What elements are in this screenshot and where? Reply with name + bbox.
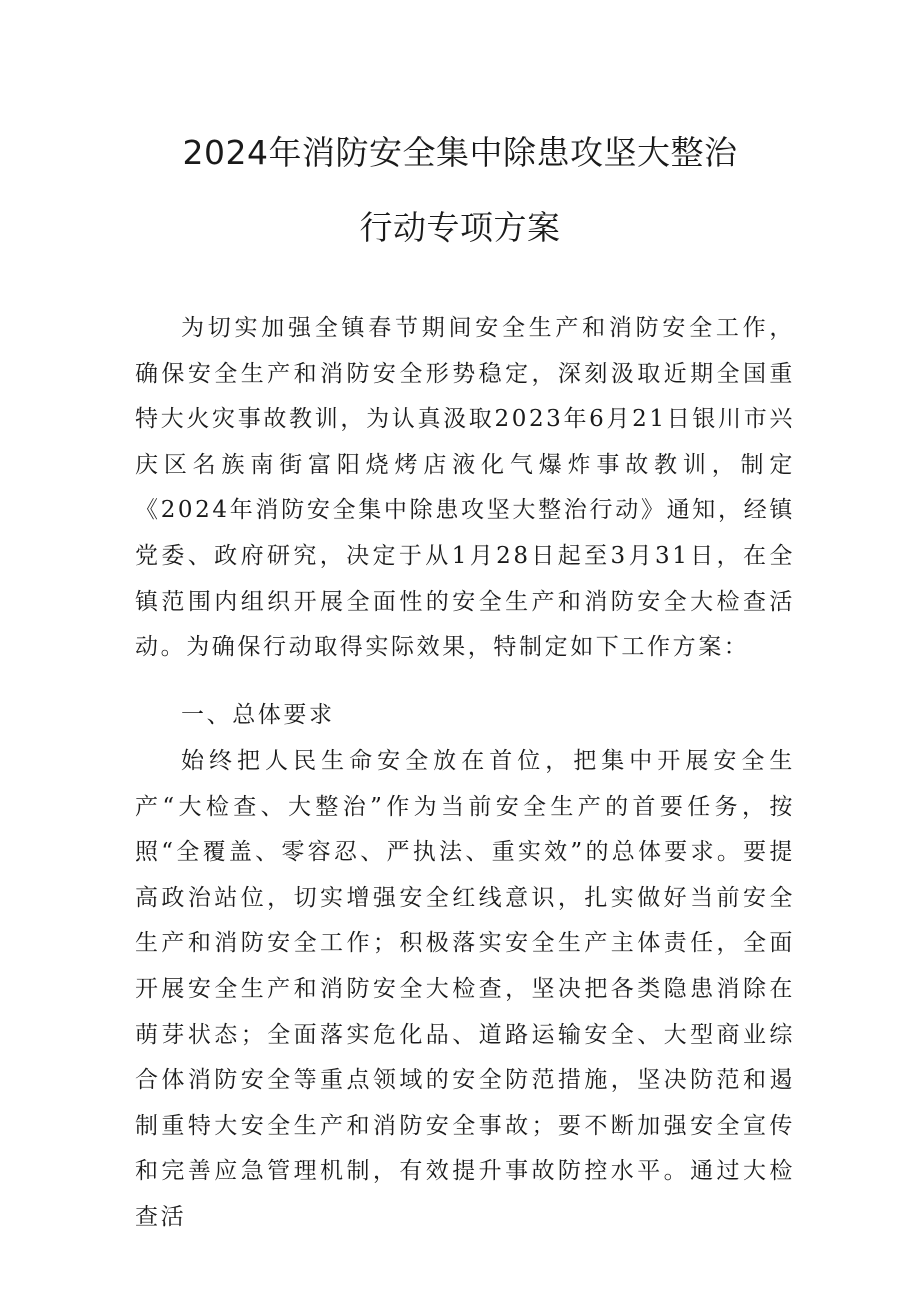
section-1-paragraph: 始终把人民生命安全放在首位，把集中开展安全生产“大检查、大整治”作为当前安全生产的首要任务，按照“全覆盖、零容忍、严执法、重实效”的总体要求。要提高政治站位，切实增强安全红线意识，扎实做好当前安全生产和消防安全工作；积极落实安全生产主体责任，全面开展安全生产和消防安全大检查，坚决把各类隐患消除在萌芽状态；全面落实危化品、道路运输安全、大型商业综合体消防安全等重点领域的安全防范措施，坚决防范和遏制重特大安全生产和消防安全事故；要不断加强安全宣传和完善应急管理机制，有效提升事故防控水平。通过大检查活 [135,748,795,1230]
intro-paragraph: 为切实加强全镇春节期间安全生产和消防安全工作，确保安全生产和消防安全形势稳定，深刻汲取近期全国重特大火灾事故教训，为认真汲取2023年6月21日银川市兴庆区名族南街富阳烧烤店液化气爆炸事故教训，制定《2024年消防安全集中除患攻坚大整治行动》通知，经镇党委、政府研究，决定于从1月28日起至3月31日，在全镇范围内组织开展全面性的安全生产和消防安全大检查活动。为确保行动取得实际效果，特制定如下工作方案： [135,315,795,661]
section-1-body [135,739,795,1241]
section-1-heading-block [135,693,795,739]
section-1-heading: 一、总体要求 [181,702,335,728]
document-title-line-2: 行动专项方案 [359,208,561,247]
intro-section [135,306,795,671]
document-title-line-1: 2024年消防安全集中除患攻坚大整治 [182,133,738,172]
